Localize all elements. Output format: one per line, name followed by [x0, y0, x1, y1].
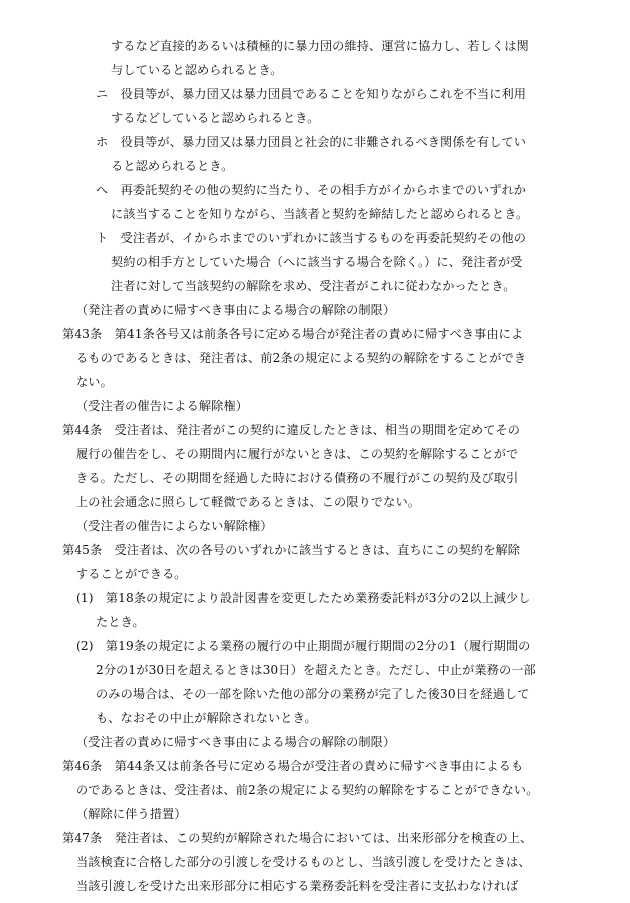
text-line: るものであるときは、発注者は、前2条の規定による契約の解除をすることができ	[76, 351, 527, 365]
list-item-ni: ニ 役員等が、暴力団又は暴力団員であることを知りながらこれを不当に利用	[96, 87, 527, 101]
text-line: することができる。	[76, 567, 187, 581]
text-line: ると認められるとき。	[111, 159, 234, 173]
section-heading: （受注者の責めに帰すべき事由による場合の解除の制限）	[76, 735, 396, 749]
article-47: 第47条 発注者は、この契約が解除された場合においては、出来形部分を検査の上、	[62, 831, 533, 845]
text-line: 当該引渡しを受けた出来形部分に相応する業務委託料を受注者に支払わなければ	[76, 879, 519, 893]
text-line: 履行の催告をし、その期間内に履行がないときは、この契約を解除することがで	[76, 447, 519, 461]
text-line: のであるときは、受注者は、前2条の規定による契約の解除をすることができない。	[76, 783, 539, 797]
list-item-to: ト 受注者が、イからホまでのいずれかに該当するものを再委託契約その他の	[96, 231, 527, 245]
section-heading: （受注者の催告による解除権）	[76, 399, 249, 413]
list-item-he: へ 再委託契約その他の契約に当たり、その相手方がイからホまでのいずれか	[96, 183, 527, 197]
text-line: 2分の1が30日を超えるときは30日）を超えたとき。ただし、中止が業務の一部	[96, 663, 536, 677]
list-item-1: (1) 第18条の規定により設計図書を変更したため業務委託料が3分の2以上減少し	[76, 591, 531, 605]
list-item-ho: ホ 役員等が、暴力団又は暴力団員と社会的に非難されるべき関係を有してい	[96, 135, 527, 149]
article-45: 第45条 受注者は、次の各号のいずれかに該当するときは、直ちにこの契約を解除	[62, 543, 521, 557]
text-line: ない。	[76, 375, 113, 389]
section-heading: （発注者の責めに帰すべき事由による場合の解除の制限）	[76, 303, 396, 317]
text-line: に該当することを知りながら、当該者と契約を締結したと認められるとき。	[111, 207, 529, 221]
text-line: 当該検査に合格した部分の引渡しを受けるものとし、当該引渡しを受けたときは、	[76, 855, 531, 869]
list-item-2: (2) 第19条の規定による業務の履行の中止期間が履行期間の2分の1（履行期間の	[76, 639, 531, 653]
text-line: 契約の相手方としていた場合（へに該当する場合を除く。）に、発注者が受	[111, 255, 523, 269]
section-heading: （受注者の催告によらない解除権）	[76, 519, 273, 533]
text-line: のみの場合は、その一部を除いた他の部分の業務が完了した後30日を経過して	[96, 687, 530, 701]
text-line: 上の社会通念に照らして軽微であるときは、この限りでない。	[76, 495, 421, 509]
article-44: 第44条 受注者は、発注者がこの契約に違反したときは、相当の期間を定めてその	[62, 423, 521, 437]
text-line: きる。ただし、その期間を経過した時における債務の不履行がこの契約及び取引	[76, 471, 519, 485]
text-line: も、なおその中止が解除されないとき。	[96, 711, 317, 725]
text-line: たとき。	[96, 615, 145, 629]
text-line: 注者に対して当該契約の解除を求め、受注者がこれに従わなかったとき。	[111, 279, 516, 293]
article-43: 第43条 第41条各号又は前条各号に定める場合が発注者の責めに帰すべき事由によ	[62, 327, 524, 341]
section-heading: （解除に伴う措置）	[76, 807, 187, 821]
article-46: 第46条 第44条又は前条各号に定める場合が受注者の責めに帰すべき事由によるも	[62, 759, 524, 773]
text-line: 与していると認められるとき。	[111, 63, 283, 77]
text-line: するなど直接的あるいは積極的に暴力団の維持、運営に協力し、若しくは関	[111, 39, 529, 53]
text-line: するなどしていると認められるとき。	[111, 111, 320, 125]
